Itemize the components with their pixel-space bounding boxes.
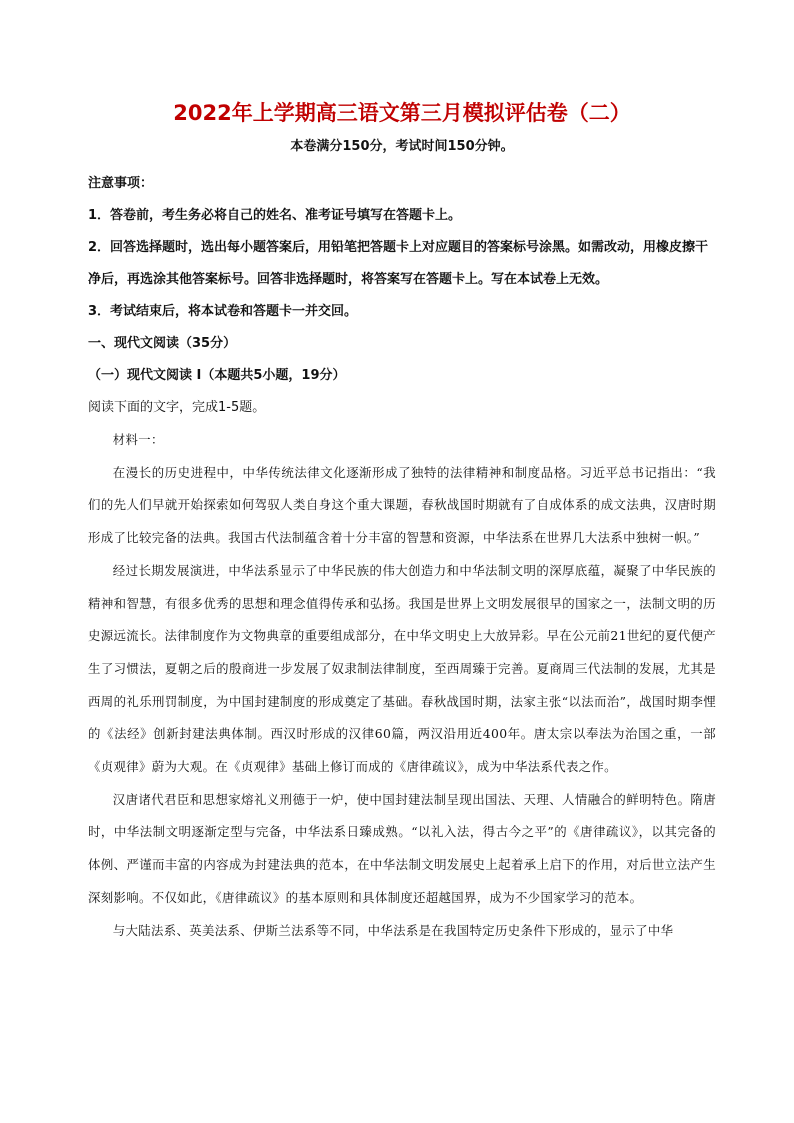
notice-item: 2．回答选择题时，选出每小题答案后，用铅笔把答题卡上对应题目的答案标号涂黑。如需改动，用橡皮擦干净后，再选涂其他答案标号。回答非选择题时，将答案写在答题卡上。写在本试卷上无效。: [88, 240, 709, 287]
section-heading: 一、现代文阅读（35分）: [88, 336, 237, 351]
reading-paragraph: 经过长期发展演进，中华法系显示了中华民族的伟大创造力和中华法制文明的深厚底蕴，凝聚了中华民族的精神和智慧，有很多优秀的思想和理念值得传承和弘扬。我国是世界上文明发展很早的国家之一，法制文明的历史源远流长。法律制度作为文物典章的重要组成部分，在中华文明史上大放异彩。早在公元前21世纪的夏代便产生了习惯法，夏朝之后的殷商进一步发展了奴隶制法律制度，至西周臻于完善。夏商周三代法制的发展，尤其是西周的礼乐刑罚制度，为中国封建制度的形成奠定了基础。春秋战国时期，法家主张“以法而治”，战国时期李悝的《法经》创新封建法典体制。西汉时形成的汉律60篇，两汉沿用近400年。唐太宗以奉法为治国之重，一部《贞观律》蔚为大观。在《贞观律》基础上修订而成的《唐律疏议》，成为中华法系代表之作。: [88, 562, 717, 775]
sub-section-heading: （一）现代文阅读 I（本题共5小题，19分）: [88, 368, 346, 383]
reading-instruction: 阅读下面的文字，完成1-5题。: [88, 400, 266, 415]
notice-item: 3．考试结束后，将本试卷和答题卡一并交回。: [88, 304, 358, 319]
notice-block: [88, 168, 716, 328]
material-label: 材料一：: [112, 432, 164, 447]
reading-paragraph: 与大陆法系、英美法系、伊斯兰法系等不同，中华法系是在我国特定历史条件下形成的，显示了中华: [112, 922, 674, 938]
exam-subtitle: 本卷满分150分，考试时间150分钟。: [290, 139, 514, 154]
reading-paragraph: 在漫长的历史进程中，中华传统法律文化逐渐形成了独特的法律精神和制度品格。习近平总书记指出：“我们的先人们早就开始探索如何驾驭人类自身这个重大课题，春秋战国时期就有了自成体系的成文法典，汉唐时期形成了比较完备的法典。我国古代法制蕴含着十分丰富的智慧和资源，中华法系在世界几大法系中独树一帜。”: [88, 464, 716, 546]
notice-heading: 注意事项：: [88, 176, 154, 191]
notice-item: 1．答卷前，考生务必将自己的姓名、准考证号填写在答题卡上。: [88, 208, 462, 223]
reading-paragraph: 汉唐诸代君臣和思想家熔礼义刑德于一炉，使中国封建法制呈现出国法、天理、人情融合的鲜明特色。隋唐时，中华法制文明逐渐定型与完备，中华法系日臻成熟。“以礼入法，得古今之平”的《唐律疏议》，以其完备的体例、严谨而丰富的内容成为封建法典的范本，在中华法制文明发展史上起着承上启下的作用，对后世立法产生深刻影响。不仅如此，《唐律疏议》的基本原则和具体制度还超越国界，成为不少国家学习的范本。: [88, 791, 716, 905]
exam-title: 2022年上学期高三语文第三月模拟评估卷（二）: [173, 101, 631, 125]
